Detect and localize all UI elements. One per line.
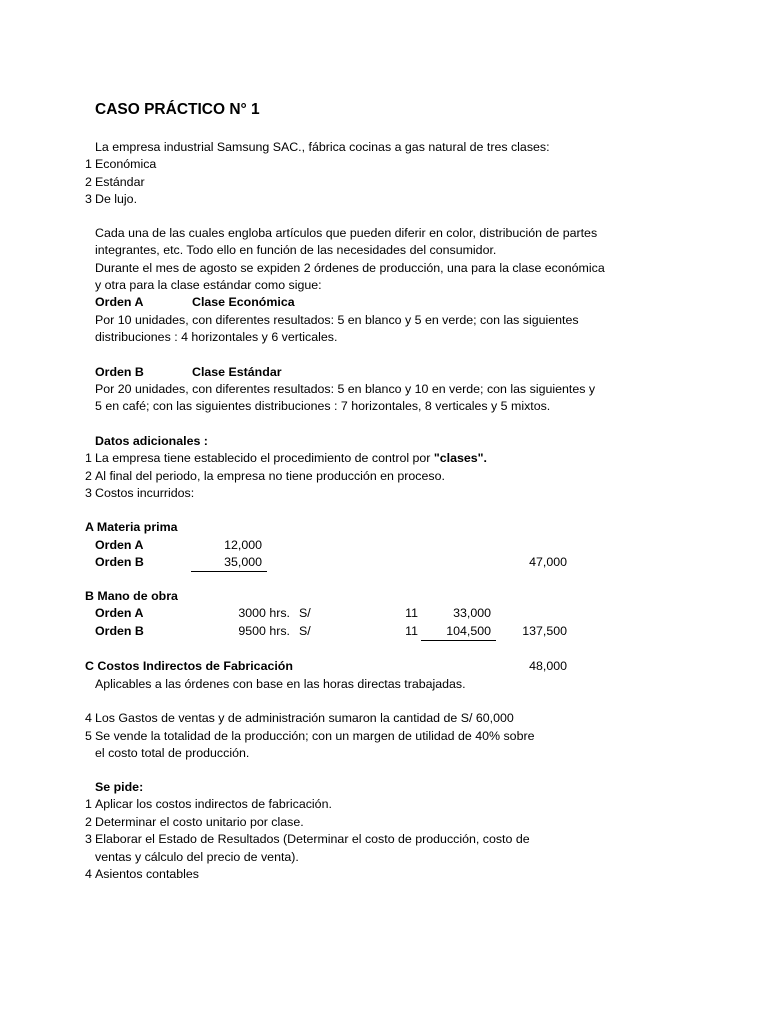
raw-material-row-label: Orden A	[95, 538, 144, 552]
additional-item-text: La empresa tiene establecido el procedimiento de control por "clases".	[95, 451, 487, 465]
overhead-total: 48,000	[529, 659, 567, 673]
requirement-number: 4	[85, 867, 92, 881]
labor-subtotal-rule	[421, 640, 496, 641]
class-label: De lujo.	[95, 192, 138, 206]
requirement-text: Asientos contables	[95, 867, 200, 881]
intro-text: La empresa industrial Samsung SAC., fábrica cocinas a gas natural de tres clases:	[95, 140, 550, 154]
class-number: 3	[85, 192, 92, 206]
extra-item-number: 4	[85, 711, 92, 725]
requirement-number: 2	[85, 815, 92, 829]
order-a-class: Clase Económica	[192, 295, 295, 309]
labor-row-rate: 11	[405, 624, 418, 638]
labor-row-label: Orden B	[95, 624, 144, 638]
extra-item-text: Se vende la totalidad de la producción; con un margen de utilidad de 40% sobre	[95, 729, 535, 743]
description-line: Cada una de las cuales engloba artículos que pueden diferir en color, distribución de partes	[95, 226, 598, 240]
overhead-heading: C Costos Indirectos de Fabricación	[85, 659, 293, 673]
order-b-line: Por 20 unidades, con diferentes resultados: 5 en blanco y 10 en verde; con las siguientes y	[95, 382, 596, 396]
order-b-line: 5 en café; con las siguientes distribuciones : 7 horizontales, 8 verticales y 5 mixtos.	[95, 399, 551, 413]
additional-item-number: 3	[85, 486, 92, 500]
labor-heading: B Mano de obra	[85, 589, 178, 603]
requirement-text: ventas y cálculo del precio de venta).	[95, 850, 299, 864]
description-line: integrantes, etc. Todo ello en función de las necesidades del consumidor.	[95, 243, 497, 257]
order-a-line: distribuciones : 4 horizontales y 6 verticales.	[95, 330, 338, 344]
requirement-number: 1	[85, 797, 92, 811]
order-b-label: Orden B	[95, 365, 144, 379]
requirement-text: Determinar el costo unitario por clase.	[95, 815, 304, 829]
raw-material-subtotal-rule	[191, 571, 267, 572]
additional-item-number: 2	[85, 469, 92, 483]
labor-row-hours: 9500 hrs.	[238, 624, 290, 638]
class-label: Estándar	[95, 175, 145, 189]
additional-item-text: Costos incurridos:	[95, 486, 195, 500]
labor-row-hours: 3000 hrs.	[238, 606, 290, 620]
requirement-text: Elaborar el Estado de Resultados (Determinar el costo de producción, costo de	[95, 832, 530, 846]
labor-row-amount: 104,500	[446, 624, 491, 638]
labor-row-amount: 33,000	[453, 606, 491, 620]
class-number: 2	[85, 175, 92, 189]
raw-material-row-value: 12,000	[224, 538, 262, 552]
class-number: 1	[85, 157, 92, 171]
extra-item-number: 5	[85, 729, 92, 743]
labor-row-currency: S/	[299, 624, 311, 638]
description-line: y otra para la clase estándar como sigue:	[95, 278, 322, 292]
order-a-label: Orden A	[95, 295, 144, 309]
class-label: Económica	[95, 157, 157, 171]
labor-row-rate: 11	[405, 606, 418, 620]
overhead-note: Aplicables a las órdenes con base en las horas directas trabajadas.	[95, 677, 466, 691]
requirement-text: Aplicar los costos indirectos de fabricación.	[95, 797, 332, 811]
additional-item-number: 1	[85, 451, 92, 465]
raw-material-row-label: Orden B	[95, 555, 144, 569]
description-line: Durante el mes de agosto se expiden 2 órdenes de producción, una para la clase económica	[95, 261, 605, 275]
extra-item-text: el costo total de producción.	[95, 746, 250, 760]
labor-row-currency: S/	[299, 606, 311, 620]
requirements-heading: Se pide:	[95, 780, 144, 794]
page-title: CASO PRÁCTICO N° 1	[95, 101, 260, 118]
raw-material-row-value: 35,000	[224, 555, 262, 569]
order-b-class: Clase Estándar	[192, 365, 282, 379]
additional-item-text: Al final del periodo, la empresa no tiene producción en proceso.	[95, 469, 445, 483]
order-a-line: Por 10 unidades, con diferentes resultados: 5 en blanco y 5 en verde; con las siguientes	[95, 313, 579, 327]
labor-row-label: Orden A	[95, 606, 144, 620]
extra-item-text: Los Gastos de ventas y de administración sumaron la cantidad de S/ 60,000	[95, 711, 514, 725]
raw-material-heading: A Materia prima	[85, 520, 178, 534]
labor-total: 137,500	[522, 624, 567, 638]
requirement-number: 3	[85, 832, 92, 846]
additional-data-heading: Datos adicionales :	[95, 434, 208, 448]
raw-material-total: 47,000	[529, 555, 567, 569]
